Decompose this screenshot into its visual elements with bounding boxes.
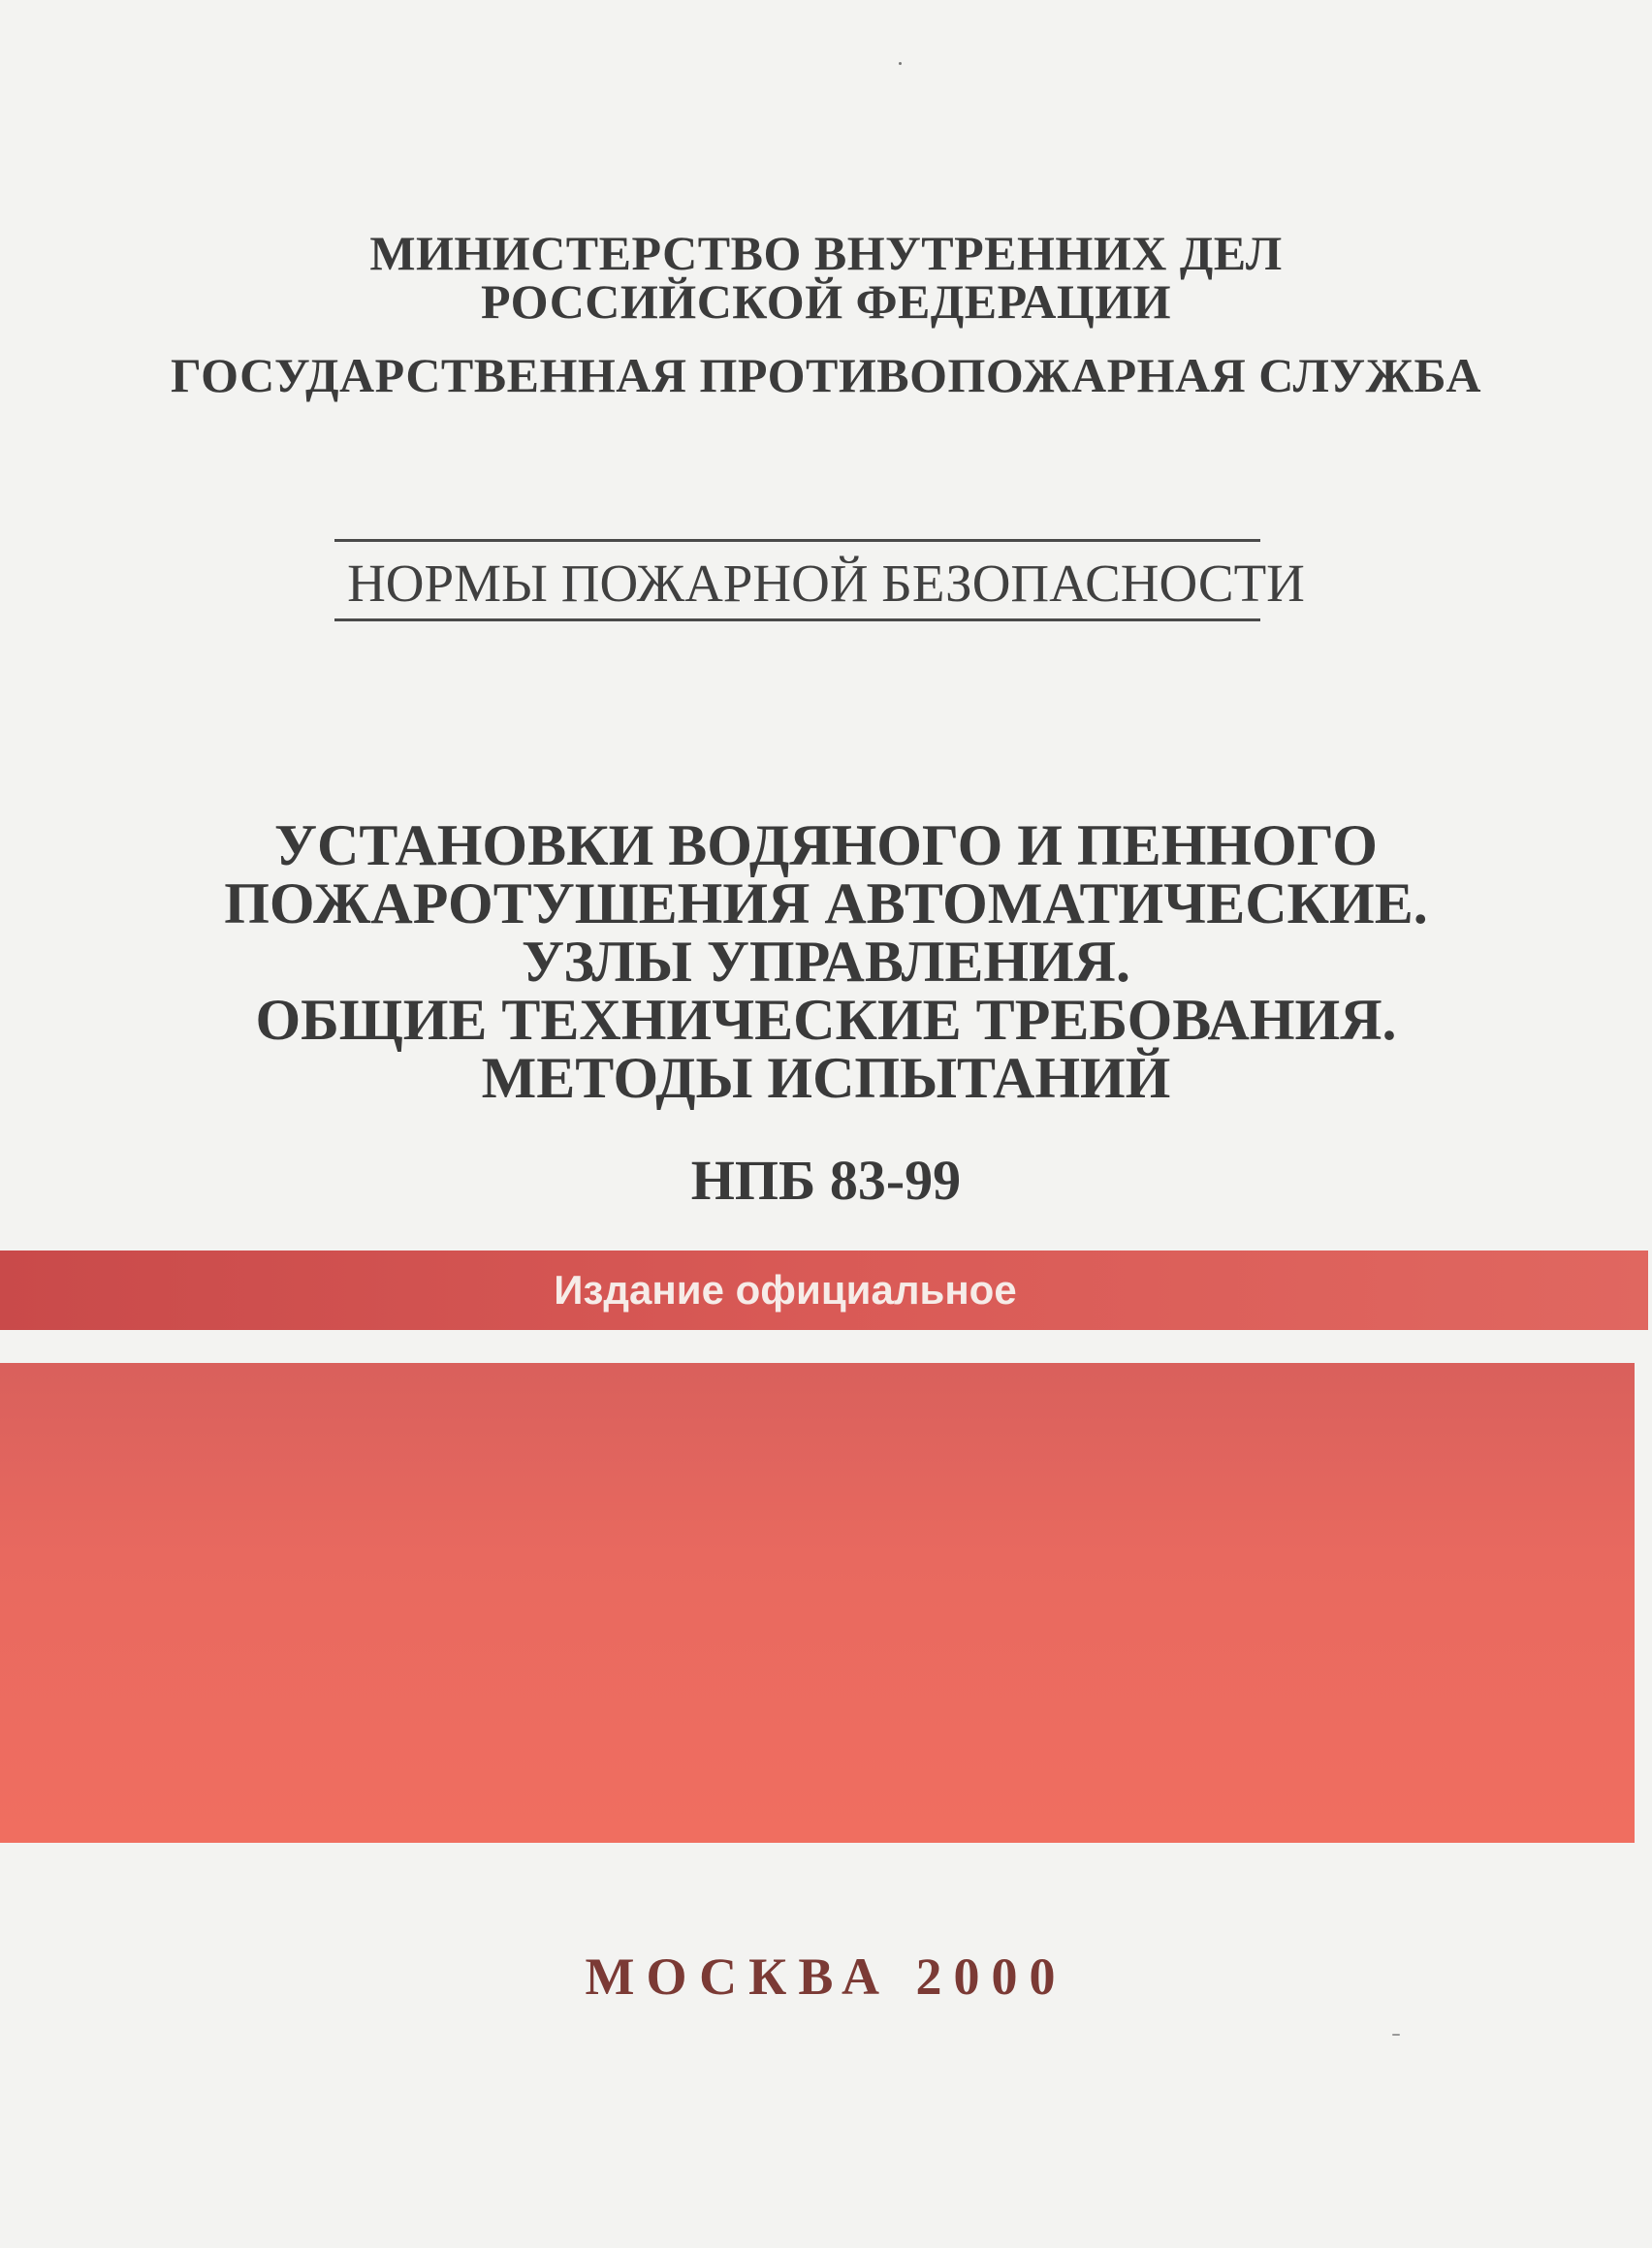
city-year: МОСКВА 2000 xyxy=(585,1947,1067,2006)
ministry-line-1: МИНИСТЕРСТВО ВНУТРЕННИХ ДЕЛ xyxy=(369,226,1283,280)
print-speck xyxy=(899,62,902,65)
title-line-2: ПОЖАРОТУШЕНИЯ АВТОМАТИЧЕСКИЕ. xyxy=(224,871,1428,935)
red-cover-block xyxy=(0,1363,1635,1843)
document-code: НПБ 83-99 xyxy=(690,1149,962,1212)
series-bottom-rule xyxy=(334,618,1260,621)
service-name: ГОСУДАРСТВЕННАЯ ПРОТИВОПОЖАРНАЯ СЛУЖБА xyxy=(171,348,1481,402)
title-line-3: УЗЛЫ УПРАВЛЕНИЯ. xyxy=(521,930,1131,994)
ministry-line-2: РОССИЙСКОЙ ФЕДЕРАЦИИ xyxy=(480,274,1172,329)
title-line-5: МЕТОДЫ ИСПЫТАНИЙ xyxy=(481,1046,1171,1110)
official-edition-label: Издание официальное xyxy=(554,1267,1017,1313)
series-label: НОРМЫ ПОЖАРНОЙ БЕЗОПАСНОСТИ xyxy=(347,554,1305,613)
title-line-1: УСТАНОВКИ ВОДЯНОГО И ПЕННОГО xyxy=(274,813,1378,877)
series-top-rule xyxy=(334,539,1260,542)
print-speck xyxy=(1392,2034,1400,2036)
title-line-4: ОБЩИЕ ТЕХНИЧЕСКИЕ ТРЕБОВАНИЯ. xyxy=(255,988,1397,1052)
